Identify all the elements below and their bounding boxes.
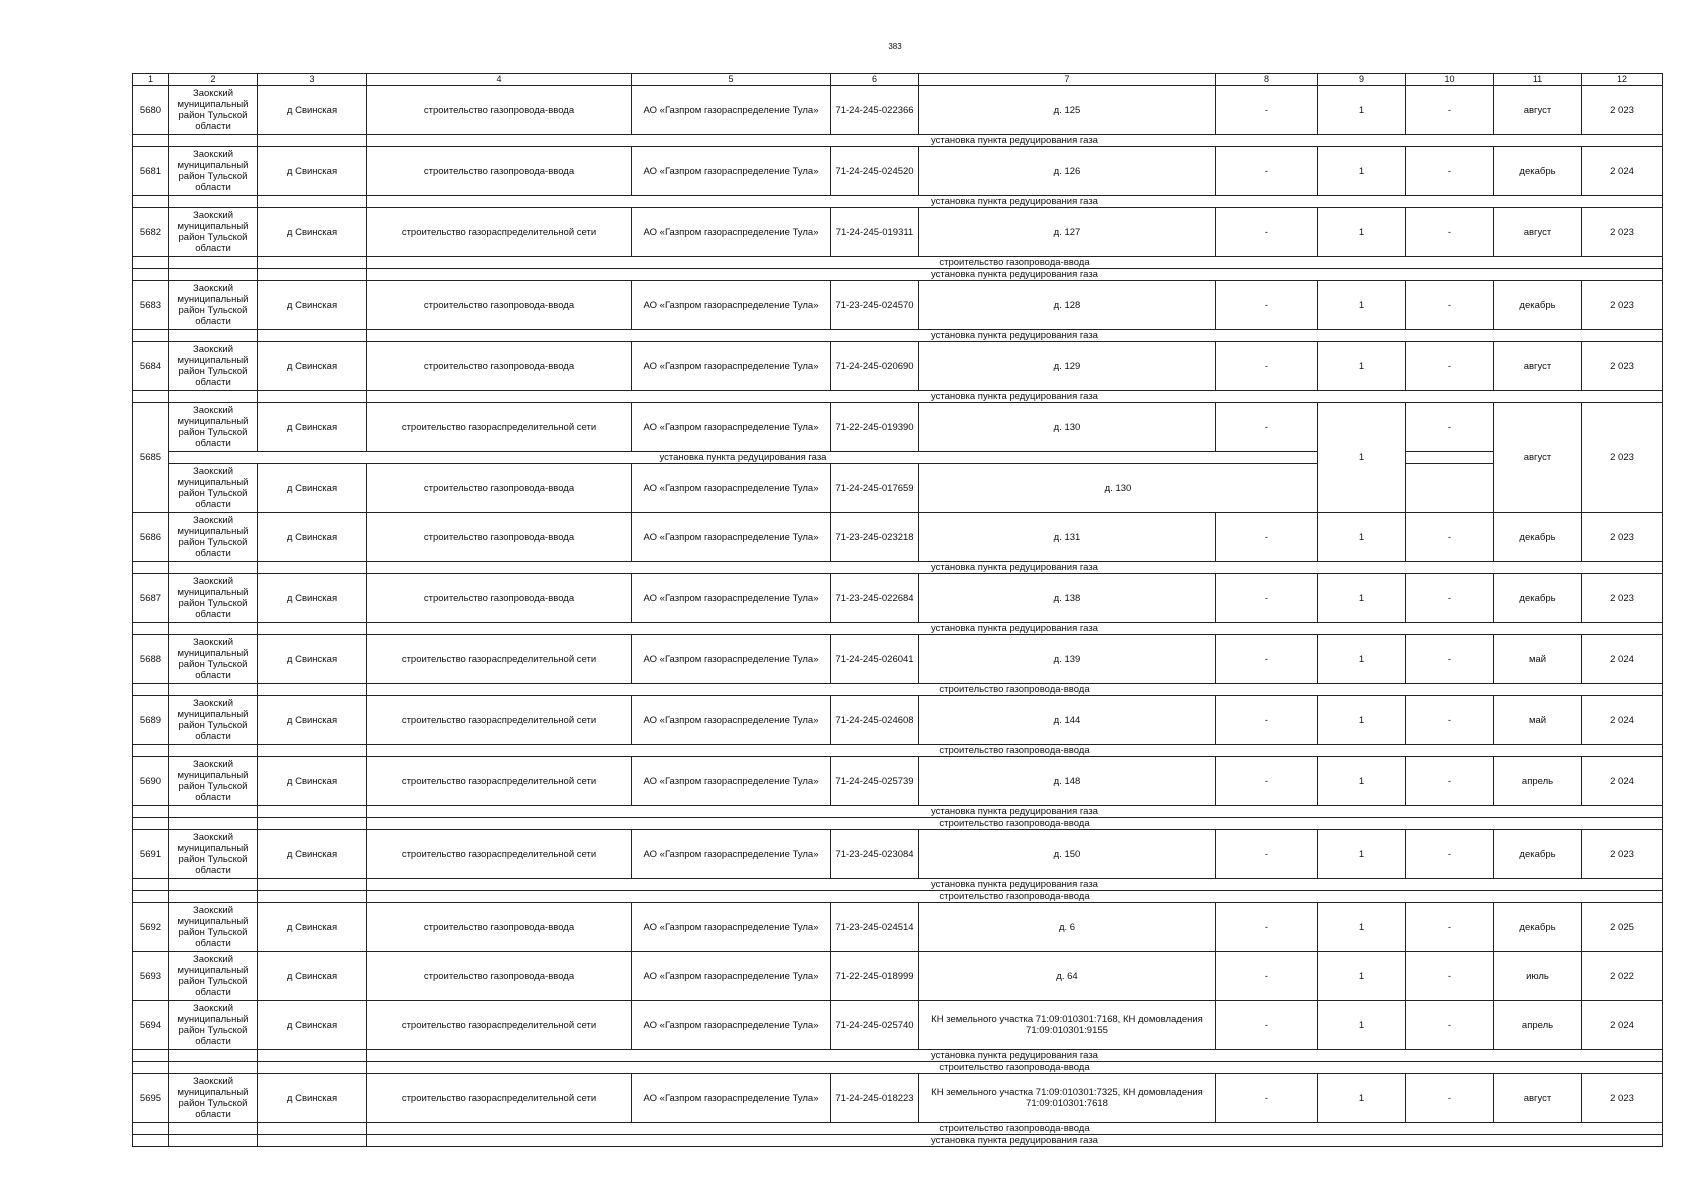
subwork-cell: строительство газопровода-ввода [367,257,1663,269]
address-cell: д. 125 [919,86,1216,135]
col10-cell: - [1406,757,1494,806]
district-cell: Заокский муниципальный район Тульской области [169,403,258,452]
address-cell: д. 127 [919,208,1216,257]
district-cell: Заокский муниципальный район Тульской области [169,574,258,623]
record-number: 5693 [133,952,169,1001]
subwork-row [133,623,1663,635]
col10-cell: - [1406,86,1494,135]
work-type-cell: строительство газопровода-ввода [367,281,632,330]
application-code-cell: 71-24-245-025740 [831,1001,919,1050]
district-cell: Заокский муниципальный район Тульской области [169,830,258,879]
subwork-cell: строительство газопровода-ввода [367,745,1663,757]
district-cell: Заокский муниципальный район Тульской области [169,1001,258,1050]
year-cell: 2 024 [1582,696,1663,745]
table-row [133,635,1663,684]
district-cell: Заокский муниципальный район Тульской области [169,281,258,330]
column-number: 10 [1406,74,1494,86]
work-type-cell: строительство газораспределительной сети [367,757,632,806]
month-cell: декабрь [1494,830,1582,879]
address-cell: КН земельного участка 71:09:010301:7168, КН домовладения 71:09:010301:9155 [919,1001,1216,1050]
address-cell: д. 6 [919,903,1216,952]
subwork-row [133,684,1663,696]
month-cell: апрель [1494,1001,1582,1050]
organization-cell: АО «Газпром газораспределение Тула» [632,757,831,806]
col10-cell: - [1406,830,1494,879]
work-type-cell: строительство газопровода-ввода [367,86,632,135]
subwork-row [133,269,1663,281]
col8-cell: - [1216,757,1318,806]
organization-cell: АО «Газпром газораспределение Тула» [632,830,831,879]
subwork-cell: установка пункта редуцирования газа [367,135,1663,147]
locality-cell: д Свинская [258,281,367,330]
locality-cell: д Свинская [258,757,367,806]
subwork-row [133,806,1663,818]
application-code-cell: 71-23-245-023084 [831,830,919,879]
month-cell: август [1494,86,1582,135]
col8-cell: - [1216,281,1318,330]
table-row [133,1074,1663,1123]
subwork-cell: строительство газопровода-ввода [367,684,1663,696]
address-cell: д. 64 [919,952,1216,1001]
application-code-cell: 71-24-245-018223 [831,1074,919,1123]
col8-cell: - [1216,696,1318,745]
application-code-cell: 71-22-245-018999 [831,952,919,1001]
col9-cell: 1 [1318,513,1406,562]
col9-cell: 1 [1318,830,1406,879]
application-code-cell: 71-23-245-024514 [831,903,919,952]
locality-cell: д Свинская [258,342,367,391]
year-cell: 2 023 [1582,830,1663,879]
month-cell: август [1494,1074,1582,1123]
month-cell: декабрь [1494,574,1582,623]
col8-cell: - [1216,952,1318,1001]
table-row [133,696,1663,745]
work-type-cell: строительство газораспределительной сети [367,208,632,257]
organization-cell: АО «Газпром газораспределение Тула» [632,464,831,513]
record-number: 5686 [133,513,169,562]
record-number: 5682 [133,208,169,257]
table-row [133,281,1663,330]
column-number: 2 [169,74,258,86]
address-cell: д. 144 [919,696,1216,745]
record-number: 5680 [133,86,169,135]
record-number: 5685 [133,403,169,513]
column-number: 5 [632,74,831,86]
subwork-row [133,1135,1663,1147]
address-cell: д. 130 [919,403,1216,452]
organization-cell: АО «Газпром газораспределение Тула» [632,342,831,391]
address-cell: д. 126 [919,147,1216,196]
subwork-row [133,452,1663,464]
locality-cell: д Свинская [258,830,367,879]
work-type-cell: строительство газопровода-ввода [367,903,632,952]
subwork-cell: установка пункта редуцирования газа [367,330,1663,342]
table-row [133,208,1663,257]
col9-cell: 1 [1318,281,1406,330]
table-row [133,513,1663,562]
application-code-cell: 71-24-245-024608 [831,696,919,745]
month-cell: май [1494,696,1582,745]
organization-cell: АО «Газпром газораспределение Тула» [632,1001,831,1050]
locality-cell: д Свинская [258,574,367,623]
work-type-cell: строительство газопровода-ввода [367,952,632,1001]
subwork-cell: установка пункта редуцирования газа [367,1050,1663,1062]
subwork-row [133,135,1663,147]
subwork-row [133,745,1663,757]
column-number: 9 [1318,74,1406,86]
col8-cell: - [1216,830,1318,879]
year-cell: 2 025 [1582,903,1663,952]
table-row [133,1001,1663,1050]
year-cell: 2 023 [1582,1074,1663,1123]
table-row [133,147,1663,196]
district-cell: Заокский муниципальный район Тульской области [169,757,258,806]
locality-cell: д Свинская [258,1074,367,1123]
address-cell: д. 139 [919,635,1216,684]
col10-cell: - [1406,281,1494,330]
subwork-cell: установка пункта редуцирования газа [367,269,1663,281]
district-cell: Заокский муниципальный район Тульской области [169,903,258,952]
locality-cell: д Свинская [258,696,367,745]
col8-cell: - [1216,513,1318,562]
work-type-cell: строительство газопровода-ввода [367,147,632,196]
month-cell: август [1494,342,1582,391]
record-number: 5694 [133,1001,169,1050]
locality-cell: д Свинская [258,952,367,1001]
application-code-cell: 71-24-245-026041 [831,635,919,684]
application-code-cell: 71-24-245-024520 [831,147,919,196]
subwork-cell: установка пункта редуцирования газа [169,452,1318,464]
col8-cell: - [1216,635,1318,684]
district-cell: Заокский муниципальный район Тульской области [169,86,258,135]
record-number: 5689 [133,696,169,745]
organization-cell: АО «Газпром газораспределение Тула» [632,1074,831,1123]
district-cell: Заокский муниципальный район Тульской области [169,513,258,562]
organization-cell: АО «Газпром газораспределение Тула» [632,86,831,135]
record-number: 5683 [133,281,169,330]
work-type-cell: строительство газопровода-ввода [367,342,632,391]
year-cell: 2 023 [1582,574,1663,623]
record-number: 5684 [133,342,169,391]
col10-cell: - [1406,147,1494,196]
address-cell: д. 148 [919,757,1216,806]
column-number: 7 [919,74,1216,86]
page-number: 383 [888,42,902,51]
record-number: 5688 [133,635,169,684]
col9-cell: 1 [1318,86,1406,135]
table-row [133,757,1663,806]
table-row [133,952,1663,1001]
col10-cell: - [1406,952,1494,1001]
table-row [133,403,1663,452]
district-cell: Заокский муниципальный район Тульской области [169,147,258,196]
subwork-row [133,1062,1663,1074]
col9-cell: 1 [1318,342,1406,391]
application-code-cell: 71-24-245-020690 [831,342,919,391]
subwork-cell: строительство газопровода-ввода [367,818,1663,830]
locality-cell: д Свинская [258,1001,367,1050]
work-type-cell: строительство газораспределительной сети [367,1074,632,1123]
subwork-row [133,196,1663,208]
col8-cell: - [1216,1001,1318,1050]
organization-cell: АО «Газпром газораспределение Тула» [632,696,831,745]
subwork-row [133,257,1663,269]
address-cell: д. 129 [919,342,1216,391]
col9-cell: 1 [1318,952,1406,1001]
work-type-cell: строительство газораспределительной сети [367,1001,632,1050]
work-type-cell: строительство газораспределительной сети [367,403,632,452]
table-row [133,342,1663,391]
locality-cell: д Свинская [258,903,367,952]
col8-cell: - [1216,903,1318,952]
subwork-cell: установка пункта редуцирования газа [367,879,1663,891]
year-cell: 2 024 [1582,1001,1663,1050]
locality-cell: д Свинская [258,464,367,513]
year-cell: 2 023 [1582,86,1663,135]
organization-cell: АО «Газпром газораспределение Тула» [632,403,831,452]
col10-cell: - [1406,635,1494,684]
record-number: 5691 [133,830,169,879]
subwork-cell: строительство газопровода-ввода [367,1062,1663,1074]
subwork-row [133,891,1663,903]
record-number: 5692 [133,903,169,952]
application-code-cell: 71-22-245-019390 [831,403,919,452]
column-number: 3 [258,74,367,86]
work-type-cell: строительство газопровода-ввода [367,513,632,562]
col9-cell: 1 [1318,1074,1406,1123]
col9-cell: 1 [1318,1001,1406,1050]
month-cell: апрель [1494,757,1582,806]
application-code-cell: 71-24-245-019311 [831,208,919,257]
month-cell: август [1494,208,1582,257]
subwork-cell: установка пункта редуцирования газа [367,806,1663,818]
application-code-cell: 71-24-245-022366 [831,86,919,135]
year-cell: 2 024 [1582,757,1663,806]
address-cell: КН земельного участка 71:09:010301:7325, КН домовладения 71:09:010301:7618 [919,1074,1216,1123]
subwork-row [133,818,1663,830]
col10-cell: - [1406,1074,1494,1123]
record-number: 5695 [133,1074,169,1123]
col8-cell: - [1216,342,1318,391]
year-cell: 2 022 [1582,952,1663,1001]
col8-cell: - [1216,1074,1318,1123]
subwork-row [133,391,1663,403]
organization-cell: АО «Газпром газораспределение Тула» [632,513,831,562]
subwork-cell: установка пункта редуцирования газа [367,623,1663,635]
work-type-cell: строительство газораспределительной сети [367,830,632,879]
locality-cell: д Свинская [258,208,367,257]
year-cell: 2 024 [1582,147,1663,196]
application-code-cell: 71-24-245-017659 [831,464,919,513]
year-cell: 2 023 [1582,342,1663,391]
record-number: 5681 [133,147,169,196]
col10-cell: - [1406,1001,1494,1050]
district-cell: Заокский муниципальный район Тульской области [169,635,258,684]
subwork-cell: установка пункта редуцирования газа [367,391,1663,403]
col9-cell: 1 [1318,208,1406,257]
year-cell: 2 023 [1582,281,1663,330]
subwork-cell: установка пункта редуцирования газа [367,196,1663,208]
col10-cell: - [1406,513,1494,562]
col10-cell: - [1406,696,1494,745]
year-cell: 2 023 [1582,208,1663,257]
month-cell: август [1494,403,1582,513]
col9-cell: 1 [1318,696,1406,745]
col10-cell: - [1406,403,1494,452]
locality-cell: д Свинская [258,86,367,135]
work-type-cell: строительство газораспределительной сети [367,635,632,684]
district-cell: Заокский муниципальный район Тульской области [169,464,258,513]
table-row [133,830,1663,879]
month-cell: декабрь [1494,147,1582,196]
col8-cell: - [1216,86,1318,135]
col9-cell: 1 [1318,903,1406,952]
address-cell: д. 130 [919,464,1318,513]
locality-cell: д Свинская [258,147,367,196]
work-type-cell: строительство газопровода-ввода [367,464,632,513]
locality-cell: д Свинская [258,403,367,452]
year-cell: 2 023 [1582,403,1663,513]
table-row [133,464,1663,513]
table-row [133,903,1663,952]
column-number-row [133,74,1663,86]
month-cell: декабрь [1494,513,1582,562]
month-cell: декабрь [1494,903,1582,952]
organization-cell: АО «Газпром газораспределение Тула» [632,635,831,684]
col8-cell: - [1216,403,1318,452]
subwork-cell: строительство газопровода-ввода [367,891,1663,903]
work-type-cell: строительство газопровода-ввода [367,574,632,623]
column-number: 1 [133,74,169,86]
col10-cell: - [1406,342,1494,391]
organization-cell: АО «Газпром газораспределение Тула» [632,903,831,952]
application-code-cell: 71-23-245-023218 [831,513,919,562]
locality-cell: д Свинская [258,513,367,562]
col8-cell: - [1216,147,1318,196]
month-cell: июль [1494,952,1582,1001]
address-cell: д. 150 [919,830,1216,879]
col9-cell: 1 [1318,574,1406,623]
month-cell: декабрь [1494,281,1582,330]
subwork-row [133,562,1663,574]
col9-cell: 1 [1318,147,1406,196]
col10-cell: - [1406,208,1494,257]
work-type-cell: строительство газораспределительной сети [367,696,632,745]
organization-cell: АО «Газпром газораспределение Тула» [632,147,831,196]
address-cell: д. 131 [919,513,1216,562]
col10-cell: - [1406,903,1494,952]
month-cell: май [1494,635,1582,684]
col9-cell: 1 [1318,757,1406,806]
subwork-cell: установка пункта редуцирования газа [367,562,1663,574]
col8-cell: - [1216,208,1318,257]
record-number: 5690 [133,757,169,806]
subwork-row [133,879,1663,891]
col10-cell: - [1406,574,1494,623]
subwork-row [133,1050,1663,1062]
organization-cell: АО «Газпром газораспределение Тула» [632,281,831,330]
address-cell: д. 128 [919,281,1216,330]
col9-cell: 1 [1318,635,1406,684]
record-number: 5687 [133,574,169,623]
year-cell: 2 024 [1582,635,1663,684]
subwork-cell: строительство газопровода-ввода [367,1123,1663,1135]
district-cell: Заокский муниципальный район Тульской области [169,952,258,1001]
district-cell: Заокский муниципальный район Тульской области [169,1074,258,1123]
col8-cell: - [1216,574,1318,623]
column-number: 11 [1494,74,1582,86]
register-table [132,73,1663,1147]
subwork-cell: установка пункта редуцирования газа [367,1135,1663,1147]
column-number: 8 [1216,74,1318,86]
organization-cell: АО «Газпром газораспределение Тула» [632,208,831,257]
col9-cell: 1 [1318,403,1406,513]
table-row [133,574,1663,623]
column-number: 12 [1582,74,1663,86]
application-code-cell: 71-23-245-022684 [831,574,919,623]
district-cell: Заокский муниципальный район Тульской области [169,208,258,257]
application-code-cell: 71-23-245-024570 [831,281,919,330]
column-number: 6 [831,74,919,86]
table-row [133,86,1663,135]
organization-cell: АО «Газпром газораспределение Тула» [632,574,831,623]
subwork-row [133,1123,1663,1135]
locality-cell: д Свинская [258,635,367,684]
subwork-row [133,330,1663,342]
column-number: 4 [367,74,632,86]
year-cell: 2 023 [1582,513,1663,562]
organization-cell: АО «Газпром газораспределение Тула» [632,952,831,1001]
application-code-cell: 71-24-245-025739 [831,757,919,806]
district-cell: Заокский муниципальный район Тульской области [169,696,258,745]
district-cell: Заокский муниципальный район Тульской области [169,342,258,391]
address-cell: д. 138 [919,574,1216,623]
